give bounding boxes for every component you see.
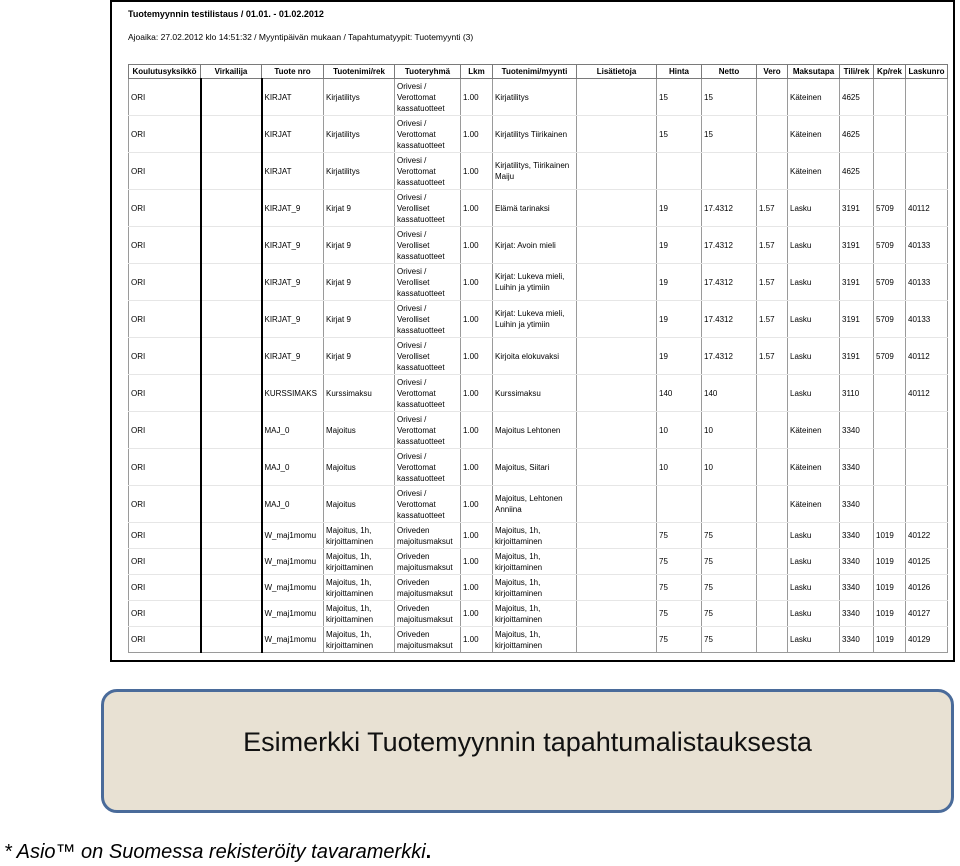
table-row [129, 575, 948, 601]
table-row [129, 486, 948, 523]
cell-tuotenimi-rek: Majoitus, 1h, kirjoittaminen [324, 549, 395, 575]
cell-lkm: 1.00 [461, 575, 493, 601]
cell-vero [757, 486, 788, 523]
cell-virkailija [201, 627, 262, 653]
cell-lisatietoja [577, 375, 657, 412]
cell-vero [757, 79, 788, 116]
cell-netto: 75 [702, 523, 757, 549]
cell-tuoteryhma: Orivesi / Verolliset kassatuotteet [395, 338, 461, 375]
cell-netto: 75 [702, 627, 757, 653]
cell-vero [757, 375, 788, 412]
cell-yksikko: ORI [129, 190, 201, 227]
table-row [129, 79, 948, 116]
cell-hinta: 15 [657, 79, 702, 116]
cell-kp [874, 79, 906, 116]
column-header: Tuote nro [262, 65, 324, 79]
cell-vero [757, 153, 788, 190]
cell-tuotenimi-rek: Kirjatilitys [324, 79, 395, 116]
cell-tuoteryhma: Oriveden majoitusmaksut [395, 523, 461, 549]
cell-yksikko: ORI [129, 116, 201, 153]
cell-laskunro [906, 79, 948, 116]
column-header: Virkailija [201, 65, 262, 79]
cell-tuoteryhma: Orivesi / Verottomat kassatuotteet [395, 375, 461, 412]
table-row [129, 601, 948, 627]
cell-lisatietoja [577, 153, 657, 190]
cell-tili: 3191 [840, 301, 874, 338]
column-header: Tili/rek [840, 65, 874, 79]
cell-tuotenimi-myynti: Majoitus, Siitari [493, 449, 577, 486]
cell-netto: 75 [702, 549, 757, 575]
table-row [129, 375, 948, 412]
cell-tuotenimi-rek: Majoitus, 1h, kirjoittaminen [324, 627, 395, 653]
cell-tuotenimi-myynti: Majoitus, 1h, kirjoittaminen [493, 549, 577, 575]
footnote-text: * Asio™ on Suomessa rekisteröity tavaramerkki [4, 841, 426, 863]
cell-laskunro: 40133 [906, 227, 948, 264]
cell-yksikko: ORI [129, 523, 201, 549]
cell-tuotenimi-rek: Kirjat 9 [324, 190, 395, 227]
cell-vero: 1.57 [757, 338, 788, 375]
cell-yksikko: ORI [129, 627, 201, 653]
cell-tuotenimi-rek: Majoitus [324, 486, 395, 523]
cell-vero: 1.57 [757, 264, 788, 301]
cell-netto: 10 [702, 412, 757, 449]
cell-laskunro: 40122 [906, 523, 948, 549]
cell-kp: 1019 [874, 627, 906, 653]
cell-virkailija [201, 449, 262, 486]
cell-netto: 75 [702, 601, 757, 627]
table-row [129, 190, 948, 227]
cell-lisatietoja [577, 79, 657, 116]
cell-tuoteryhma: Orivesi / Verottomat kassatuotteet [395, 116, 461, 153]
column-header: Hinta [657, 65, 702, 79]
cell-tuoteryhma: Orivesi / Verottomat kassatuotteet [395, 153, 461, 190]
cell-virkailija [201, 549, 262, 575]
cell-tuotenimi-myynti: Majoitus, 1h, kirjoittaminen [493, 627, 577, 653]
cell-maksutapa: Lasku [788, 601, 840, 627]
cell-tuoteryhma: Oriveden majoitusmaksut [395, 575, 461, 601]
cell-tuoteryhma: Oriveden majoitusmaksut [395, 627, 461, 653]
cell-tuotenimi-rek: Majoitus, 1h, kirjoittaminen [324, 601, 395, 627]
table-row [129, 116, 948, 153]
cell-tuoteryhma: Orivesi / Verottomat kassatuotteet [395, 79, 461, 116]
cell-lisatietoja [577, 301, 657, 338]
cell-tuotenimi-myynti: Kurssimaksu [493, 375, 577, 412]
cell-kp [874, 153, 906, 190]
cell-tuote-nro: KIRJAT_9 [262, 227, 324, 264]
cell-hinta: 19 [657, 190, 702, 227]
cell-maksutapa: Lasku [788, 627, 840, 653]
cell-tuoteryhma: Oriveden majoitusmaksut [395, 601, 461, 627]
cell-laskunro: 40133 [906, 264, 948, 301]
cell-hinta [657, 153, 702, 190]
cell-virkailija [201, 264, 262, 301]
cell-tuote-nro: MAJ_0 [262, 449, 324, 486]
table-row [129, 301, 948, 338]
cell-laskunro: 40127 [906, 601, 948, 627]
cell-netto: 15 [702, 79, 757, 116]
cell-maksutapa: Lasku [788, 375, 840, 412]
cell-virkailija [201, 412, 262, 449]
cell-kp: 1019 [874, 575, 906, 601]
cell-kp: 1019 [874, 549, 906, 575]
cell-vero [757, 601, 788, 627]
cell-lkm: 1.00 [461, 375, 493, 412]
column-header: Tuotenimi/myynti [493, 65, 577, 79]
cell-yksikko: ORI [129, 227, 201, 264]
cell-kp [874, 486, 906, 523]
cell-yksikko: ORI [129, 264, 201, 301]
transaction-table [128, 64, 948, 653]
column-header: Kp/rek [874, 65, 906, 79]
table-body [129, 79, 948, 653]
cell-tuote-nro: W_maj1momu [262, 601, 324, 627]
cell-tuotenimi-rek: Kurssimaksu [324, 375, 395, 412]
cell-kp: 1019 [874, 523, 906, 549]
cell-maksutapa: Lasku [788, 549, 840, 575]
cell-yksikko: ORI [129, 301, 201, 338]
cell-lkm: 1.00 [461, 190, 493, 227]
cell-vero [757, 627, 788, 653]
cell-maksutapa: Käteinen [788, 79, 840, 116]
cell-tuote-nro: W_maj1momu [262, 523, 324, 549]
cell-vero [757, 449, 788, 486]
cell-maksutapa: Lasku [788, 338, 840, 375]
cell-maksutapa: Käteinen [788, 449, 840, 486]
cell-maksutapa: Käteinen [788, 486, 840, 523]
cell-laskunro: 40126 [906, 575, 948, 601]
table-row [129, 449, 948, 486]
cell-tuotenimi-myynti: Kirjat: Lukeva mieli, Luihin ja ytimiin [493, 264, 577, 301]
column-header: Netto [702, 65, 757, 79]
cell-hinta: 75 [657, 523, 702, 549]
cell-lisatietoja [577, 338, 657, 375]
cell-tuote-nro: KIRJAT_9 [262, 301, 324, 338]
table-row [129, 523, 948, 549]
report-page [110, 0, 955, 662]
caption-box [101, 689, 954, 813]
cell-tuote-nro: KURSSIMAKS [262, 375, 324, 412]
cell-lkm: 1.00 [461, 523, 493, 549]
cell-hinta [657, 486, 702, 523]
cell-tili: 4625 [840, 153, 874, 190]
report-title: Tuotemyynnin testilistaus / 01.01. - 01.02.2012 [128, 9, 324, 19]
cell-lkm: 1.00 [461, 486, 493, 523]
cell-tuoteryhma: Orivesi / Verolliset kassatuotteet [395, 190, 461, 227]
table-row [129, 153, 948, 190]
cell-maksutapa: Lasku [788, 264, 840, 301]
cell-vero: 1.57 [757, 301, 788, 338]
cell-vero [757, 523, 788, 549]
column-header: Koulutusyksikkö [129, 65, 201, 79]
cell-tuote-nro: W_maj1momu [262, 549, 324, 575]
cell-tuotenimi-rek: Kirjat 9 [324, 227, 395, 264]
cell-hinta: 10 [657, 449, 702, 486]
cell-lkm: 1.00 [461, 264, 493, 301]
cell-virkailija [201, 375, 262, 412]
cell-hinta: 19 [657, 264, 702, 301]
cell-tili: 4625 [840, 116, 874, 153]
cell-lkm: 1.00 [461, 301, 493, 338]
cell-virkailija [201, 338, 262, 375]
cell-tili: 3340 [840, 449, 874, 486]
cell-lisatietoja [577, 523, 657, 549]
cell-virkailija [201, 301, 262, 338]
cell-netto: 140 [702, 375, 757, 412]
cell-virkailija [201, 575, 262, 601]
cell-hinta: 10 [657, 412, 702, 449]
cell-tuote-nro: W_maj1momu [262, 627, 324, 653]
cell-virkailija [201, 523, 262, 549]
cell-hinta: 19 [657, 338, 702, 375]
column-header: Laskunro [906, 65, 948, 79]
cell-lisatietoja [577, 116, 657, 153]
cell-tuotenimi-myynti: Elämä tarinaksi [493, 190, 577, 227]
cell-hinta: 19 [657, 227, 702, 264]
cell-lkm: 1.00 [461, 412, 493, 449]
cell-laskunro [906, 412, 948, 449]
column-header: Lisätietoja [577, 65, 657, 79]
cell-tuotenimi-myynti: Majoitus Lehtonen [493, 412, 577, 449]
table-header-row [129, 65, 948, 79]
cell-laskunro: 40133 [906, 301, 948, 338]
cell-yksikko: ORI [129, 486, 201, 523]
cell-kp: 5709 [874, 301, 906, 338]
cell-tuotenimi-myynti: Majoitus, Lehtonen Anniina [493, 486, 577, 523]
cell-tuote-nro: KIRJAT_9 [262, 190, 324, 227]
cell-tili: 3110 [840, 375, 874, 412]
column-header: Vero [757, 65, 788, 79]
cell-tili: 3340 [840, 523, 874, 549]
cell-lisatietoja [577, 227, 657, 264]
cell-vero: 1.57 [757, 190, 788, 227]
cell-netto: 17.4312 [702, 301, 757, 338]
cell-lkm: 1.00 [461, 338, 493, 375]
cell-vero [757, 549, 788, 575]
cell-yksikko: ORI [129, 549, 201, 575]
cell-tuote-nro: KIRJAT [262, 116, 324, 153]
cell-tuotenimi-myynti: Kirjatilitys Tiirikainen [493, 116, 577, 153]
cell-netto: 17.4312 [702, 264, 757, 301]
cell-virkailija [201, 227, 262, 264]
cell-laskunro: 40112 [906, 375, 948, 412]
cell-lisatietoja [577, 264, 657, 301]
cell-tuotenimi-myynti: Kirjatilitys [493, 79, 577, 116]
cell-tili: 4625 [840, 79, 874, 116]
cell-netto [702, 153, 757, 190]
cell-maksutapa: Lasku [788, 301, 840, 338]
cell-tuote-nro: KIRJAT_9 [262, 338, 324, 375]
cell-tuotenimi-myynti: Majoitus, 1h, kirjoittaminen [493, 575, 577, 601]
cell-maksutapa: Käteinen [788, 412, 840, 449]
table-row [129, 227, 948, 264]
cell-hinta: 75 [657, 549, 702, 575]
cell-tuoteryhma: Orivesi / Verolliset kassatuotteet [395, 227, 461, 264]
cell-lkm: 1.00 [461, 627, 493, 653]
cell-lisatietoja [577, 575, 657, 601]
table-row [129, 338, 948, 375]
cell-lisatietoja [577, 627, 657, 653]
cell-netto: 10 [702, 449, 757, 486]
cell-lkm: 1.00 [461, 549, 493, 575]
cell-maksutapa: Lasku [788, 190, 840, 227]
cell-tuoteryhma: Orivesi / Verottomat kassatuotteet [395, 449, 461, 486]
cell-kp: 5709 [874, 264, 906, 301]
cell-tili: 3191 [840, 338, 874, 375]
cell-kp: 1019 [874, 601, 906, 627]
cell-yksikko: ORI [129, 153, 201, 190]
cell-tuote-nro: KIRJAT [262, 153, 324, 190]
cell-tuotenimi-rek: Majoitus [324, 412, 395, 449]
cell-laskunro: 40112 [906, 338, 948, 375]
cell-tili: 3340 [840, 412, 874, 449]
cell-tuoteryhma: Oriveden majoitusmaksut [395, 549, 461, 575]
cell-yksikko: ORI [129, 375, 201, 412]
cell-lisatietoja [577, 601, 657, 627]
cell-laskunro: 40112 [906, 190, 948, 227]
cell-kp [874, 449, 906, 486]
cell-yksikko: ORI [129, 449, 201, 486]
cell-yksikko: ORI [129, 412, 201, 449]
cell-kp: 5709 [874, 227, 906, 264]
cell-tuotenimi-rek: Kirjatilitys [324, 116, 395, 153]
cell-tuotenimi-myynti: Kirjat: Lukeva mieli, Luihin ja ytimiin [493, 301, 577, 338]
cell-tuotenimi-rek: Majoitus [324, 449, 395, 486]
cell-tuote-nro: MAJ_0 [262, 412, 324, 449]
cell-hinta: 15 [657, 116, 702, 153]
cell-yksikko: ORI [129, 575, 201, 601]
column-header: Tuoteryhmä [395, 65, 461, 79]
cell-virkailija [201, 116, 262, 153]
cell-laskunro [906, 449, 948, 486]
cell-tili: 3340 [840, 601, 874, 627]
cell-lkm: 1.00 [461, 449, 493, 486]
cell-tuote-nro: KIRJAT [262, 79, 324, 116]
cell-tili: 3191 [840, 227, 874, 264]
cell-tuote-nro: KIRJAT_9 [262, 264, 324, 301]
cell-maksutapa: Lasku [788, 523, 840, 549]
cell-tuotenimi-myynti: Majoitus, 1h, kirjoittaminen [493, 523, 577, 549]
column-header: Lkm [461, 65, 493, 79]
cell-tuote-nro: W_maj1momu [262, 575, 324, 601]
column-header: Maksutapa [788, 65, 840, 79]
cell-tuotenimi-rek: Kirjat 9 [324, 338, 395, 375]
cell-kp: 5709 [874, 190, 906, 227]
cell-virkailija [201, 601, 262, 627]
cell-lkm: 1.00 [461, 153, 493, 190]
cell-lisatietoja [577, 412, 657, 449]
cell-hinta: 75 [657, 601, 702, 627]
cell-vero [757, 575, 788, 601]
table-row [129, 549, 948, 575]
cell-lisatietoja [577, 190, 657, 227]
cell-tuotenimi-rek: Kirjat 9 [324, 301, 395, 338]
cell-lisatietoja [577, 549, 657, 575]
cell-tili: 3191 [840, 190, 874, 227]
cell-netto: 17.4312 [702, 190, 757, 227]
cell-virkailija [201, 190, 262, 227]
report-subtitle: Ajoaika: 27.02.2012 klo 14:51:32 / Myyntipäivän mukaan / Tapahtumatyypit: Tuotemyynti (3) [128, 32, 474, 42]
cell-tili: 3340 [840, 549, 874, 575]
cell-tuoteryhma: Orivesi / Verolliset kassatuotteet [395, 301, 461, 338]
cell-hinta: 75 [657, 627, 702, 653]
cell-laskunro [906, 486, 948, 523]
cell-vero: 1.57 [757, 227, 788, 264]
cell-tili: 3340 [840, 575, 874, 601]
table-row [129, 412, 948, 449]
cell-tuoteryhma: Orivesi / Verottomat kassatuotteet [395, 486, 461, 523]
cell-laskunro [906, 153, 948, 190]
cell-tuotenimi-myynti: Kirjoita elokuvaksi [493, 338, 577, 375]
table-row [129, 627, 948, 653]
cell-tuoteryhma: Orivesi / Verolliset kassatuotteet [395, 264, 461, 301]
cell-hinta: 75 [657, 575, 702, 601]
cell-lisatietoja [577, 486, 657, 523]
cell-vero [757, 116, 788, 153]
table-row [129, 264, 948, 301]
cell-tili: 3191 [840, 264, 874, 301]
cell-lkm: 1.00 [461, 116, 493, 153]
trademark-footnote [4, 841, 431, 864]
cell-laskunro: 40125 [906, 549, 948, 575]
cell-hinta: 140 [657, 375, 702, 412]
cell-yksikko: ORI [129, 601, 201, 627]
cell-virkailija [201, 79, 262, 116]
cell-virkailija [201, 153, 262, 190]
cell-lisatietoja [577, 449, 657, 486]
cell-lkm: 1.00 [461, 79, 493, 116]
cell-yksikko: ORI [129, 79, 201, 116]
cell-tuotenimi-rek: Majoitus, 1h, kirjoittaminen [324, 523, 395, 549]
cell-tuotenimi-rek: Majoitus, 1h, kirjoittaminen [324, 575, 395, 601]
cell-maksutapa: Lasku [788, 227, 840, 264]
cell-kp: 5709 [874, 338, 906, 375]
cell-maksutapa: Käteinen [788, 153, 840, 190]
cell-kp [874, 412, 906, 449]
cell-netto: 17.4312 [702, 227, 757, 264]
cell-virkailija [201, 486, 262, 523]
cell-netto [702, 486, 757, 523]
cell-tuotenimi-rek: Kirjat 9 [324, 264, 395, 301]
cell-tuotenimi-myynti: Kirjatilitys, Tiirikainen Maiju [493, 153, 577, 190]
cell-vero [757, 412, 788, 449]
footnote-dot: . [425, 841, 432, 863]
cell-kp [874, 116, 906, 153]
cell-tuotenimi-myynti: Majoitus, 1h, kirjoittaminen [493, 601, 577, 627]
cell-maksutapa: Lasku [788, 575, 840, 601]
cell-yksikko: ORI [129, 338, 201, 375]
cell-tuote-nro: MAJ_0 [262, 486, 324, 523]
cell-tuotenimi-rek: Kirjatilitys [324, 153, 395, 190]
caption-title: Esimerkki Tuotemyynnin tapahtumalistauksesta [243, 727, 812, 757]
cell-tili: 3340 [840, 627, 874, 653]
cell-lkm: 1.00 [461, 227, 493, 264]
cell-kp [874, 375, 906, 412]
cell-laskunro [906, 116, 948, 153]
cell-lkm: 1.00 [461, 601, 493, 627]
column-header: Tuotenimi/rek [324, 65, 395, 79]
cell-maksutapa: Käteinen [788, 116, 840, 153]
cell-laskunro: 40129 [906, 627, 948, 653]
cell-netto: 17.4312 [702, 338, 757, 375]
cell-netto: 15 [702, 116, 757, 153]
cell-tuoteryhma: Orivesi / Verottomat kassatuotteet [395, 412, 461, 449]
cell-netto: 75 [702, 575, 757, 601]
cell-tuotenimi-myynti: Kirjat: Avoin mieli [493, 227, 577, 264]
cell-tili: 3340 [840, 486, 874, 523]
cell-hinta: 19 [657, 301, 702, 338]
